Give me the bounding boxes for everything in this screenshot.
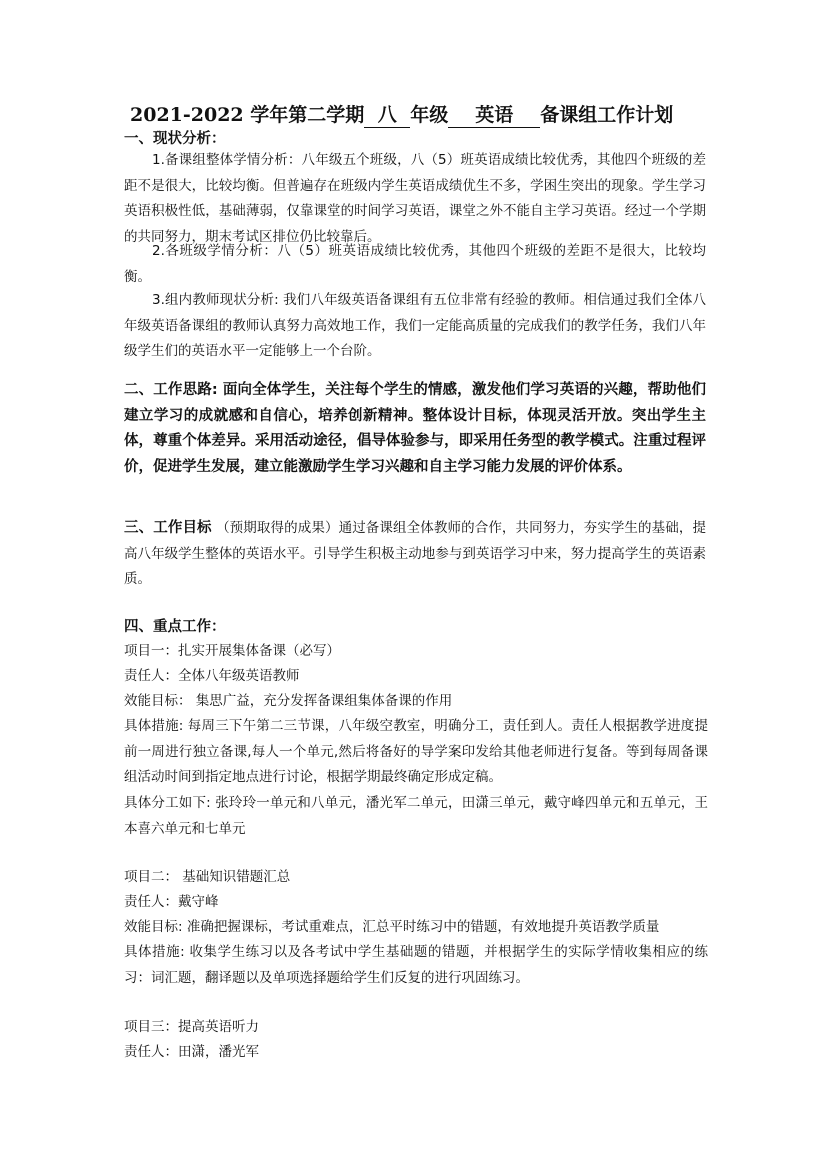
item1-project: 项目一：扎实开展集体备课（必写） [124,643,340,659]
title-prefix: 2021-2022 学年第二学期 [130,104,365,126]
section4-heading: 四、重点工作： [124,619,226,635]
section1-paragraph-2: 2.各班级学情分析：八（5）班英语成绩比较优秀，其他四个班级的差距不是很大，比较均衡。 [124,243,706,285]
item1-goal: 效能目标： 集思广益，充分发挥备课组集体备课的作用 [124,693,453,709]
title-grade: 八 [364,103,410,128]
title-grade-suffix: 年级 [410,104,449,126]
section3-text: （预期取得的成果）通过备课组全体教师的合作，共同努力，夯实学生的基础，提高八年级学生整体的英语水平。引导学生积极主动地参与到英语学习中来，努力提高学生的英语素质。 [124,520,706,587]
item2-project: 项目二： 基础知识错题汇总 [124,869,291,885]
item1-division: 具体分工如下: 张玲玲一单元和八单元，潘光军二单元，田潇三单元，戴守峰四单元和五单元，王本喜六单元和七单元 [124,795,708,837]
item1-measures: 具体措施: 每周三下午第二三节课，八年级空教室，明确分工，责任到人。责任人根据教学进度提前一周进行独立备课,每人一个单元,然后将备好的导学案印发给其他老师进行复备。等到每周备课组活动时间到指定地点进行讨论，根据学期最终确定形成定稿。 [124,718,708,785]
section3-paragraph [124,516,706,593]
title-suffix: 备课组工作计划 [540,104,674,126]
section2-paragraph: 二、工作思路: 面向全体学生，关注每个学生的情感，激发他们学习英语的兴趣，帮助他们建立学习的成就感和自信心，培养创新精神。整体设计目标，体现灵活开放。突出学生主体，尊重个体差异。采用活动途径，倡导体验参与，即采用任务型的教学模式。注重过程评价，促进学生发展，建立能激励学生学习兴趣和自主学习能力发展的评价体系。 [124,382,706,475]
section1-heading: 一、现状分析： [124,131,226,147]
title-subject: 英语 [448,103,540,128]
item2-measures: 具体措施: 收集学生练习以及各考试中学生基础题的错题，并根据学生的实际学情收集相应的练习：词汇题，翻译题以及单项选择题给学生们反复的进行巩固练习。 [124,944,708,986]
section1-paragraph-1: 1.备课组整体学情分析：八年级五个班级，八（5）班英语成绩比较优秀，其他四个班级的差距不是很大，比较均衡。但普遍存在班级内学生英语成绩优生不多，学困生突出的现象。学生学习英语积极性低，基础薄弱，仅靠课堂的时间学习英语，课堂之外不能自主学习英语。经过一个学期的共同努力，期末考试区排位仍比较靠后。 [124,152,706,245]
section3-heading: 三、工作目标 [124,520,212,536]
item3-project: 项目三：提高英语听力 [124,1019,259,1035]
item2-owner: 责任人：戴守峰 [124,894,219,910]
section1-paragraph-3: 3.组内教师现状分析: 我们八年级英语备课组有五位非常有经验的教师。相信通过我们全体八年级英语备课组的教师认真努力高效地工作，我们一定能高质量的完成我们的教学任务，我们八年级学生们的英语水平一定能够上一个台阶。 [124,292,706,359]
item3-owner: 责任人：田潇，潘光军 [124,1044,259,1060]
document-title [130,100,730,130]
item1-owner: 责任人：全体八年级英语教师 [124,668,300,684]
item2-goal: 效能目标: 准确把握课标，考试重难点，汇总平时练习中的错题，有效地提升英语教学质量 [124,919,660,935]
